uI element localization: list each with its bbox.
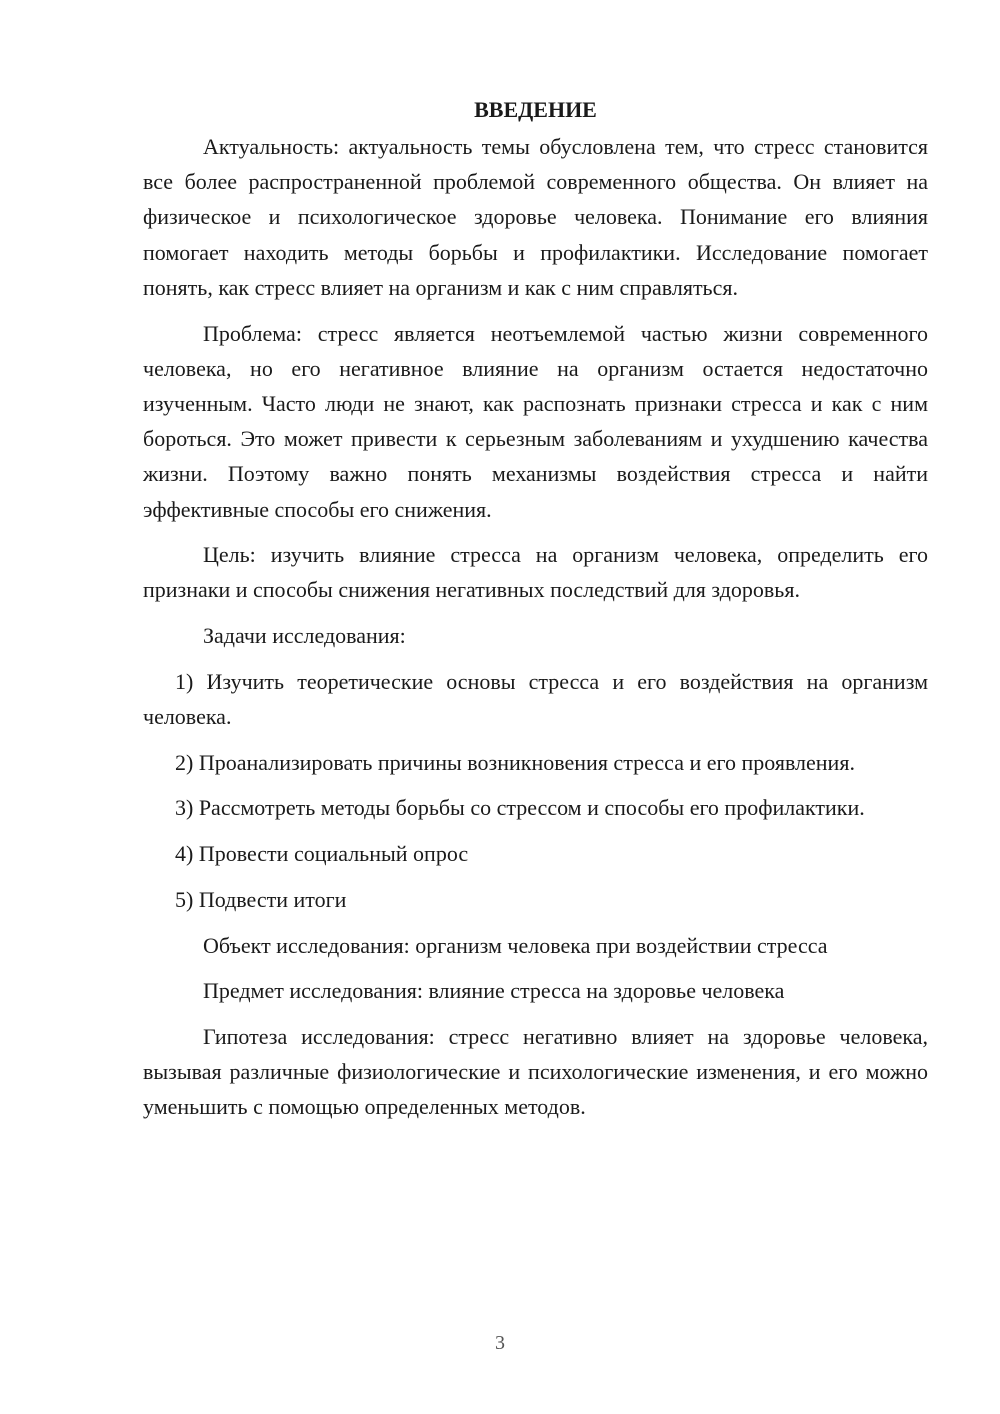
research-hypothesis: Гипотеза исследования: стресс негативно влияет на здоровье человека, вызывая различные физиологические и психологические изменения, и его можно уменьшить с помощью определенных методов. — [143, 1023, 928, 1120]
task-item-2: 2) Проанализировать причины возникновения стресса и его проявления. — [175, 749, 855, 775]
problem-paragraph: Проблема: стресс является неотъемлемой частью жизни современного человека, но его негативное влияние на организм остается недостаточно изученным. Часто люди не знают, как распознать признаки стресса и как с ним бороться. Это может привести к серьезным заболеваниям и ухудшению качества жизни. Поэтому важно понять механизмы воздействия стресса и найти эффективные способы его снижения. — [143, 320, 928, 522]
section-title: ВВЕДЕНИЕ — [474, 97, 597, 122]
relevance-paragraph: Актуальность: актуальность темы обусловлена тем, что стресс становится все более распространенной проблемой современного общества. Он влияет на физическое и психологическое здоровье человека. Понимание его влияния помогает находить методы борьбы и профилактики. Исследование помогает понять, как стресс влияет на организм и как с ним справляться. — [143, 134, 928, 300]
task-item-1: 1) Изучить теоретические основы стресса и его воздействия на организм человека. — [143, 668, 928, 730]
page-number: 3 — [495, 1332, 505, 1354]
research-object: Объект исследования: организм человека при воздействии стресса — [203, 932, 828, 958]
task-item-5: 5) Подвести итоги — [175, 886, 347, 912]
tasks-heading: Задачи исследования: — [203, 623, 406, 649]
task-item-3: 3) Рассмотреть методы борьбы со стрессом и способы его профилактики. — [175, 795, 865, 821]
goal-paragraph: Цель: изучить влияние стресса на организм человека, определить его признаки и способы снижения негативных последствий для здоровья. — [143, 542, 928, 603]
task-item-4: 4) Провести социальный опрос — [175, 841, 469, 867]
document-page — [143, 92, 928, 1125]
research-subject: Предмет исследования: влияние стресса на здоровье человека — [203, 978, 785, 1004]
